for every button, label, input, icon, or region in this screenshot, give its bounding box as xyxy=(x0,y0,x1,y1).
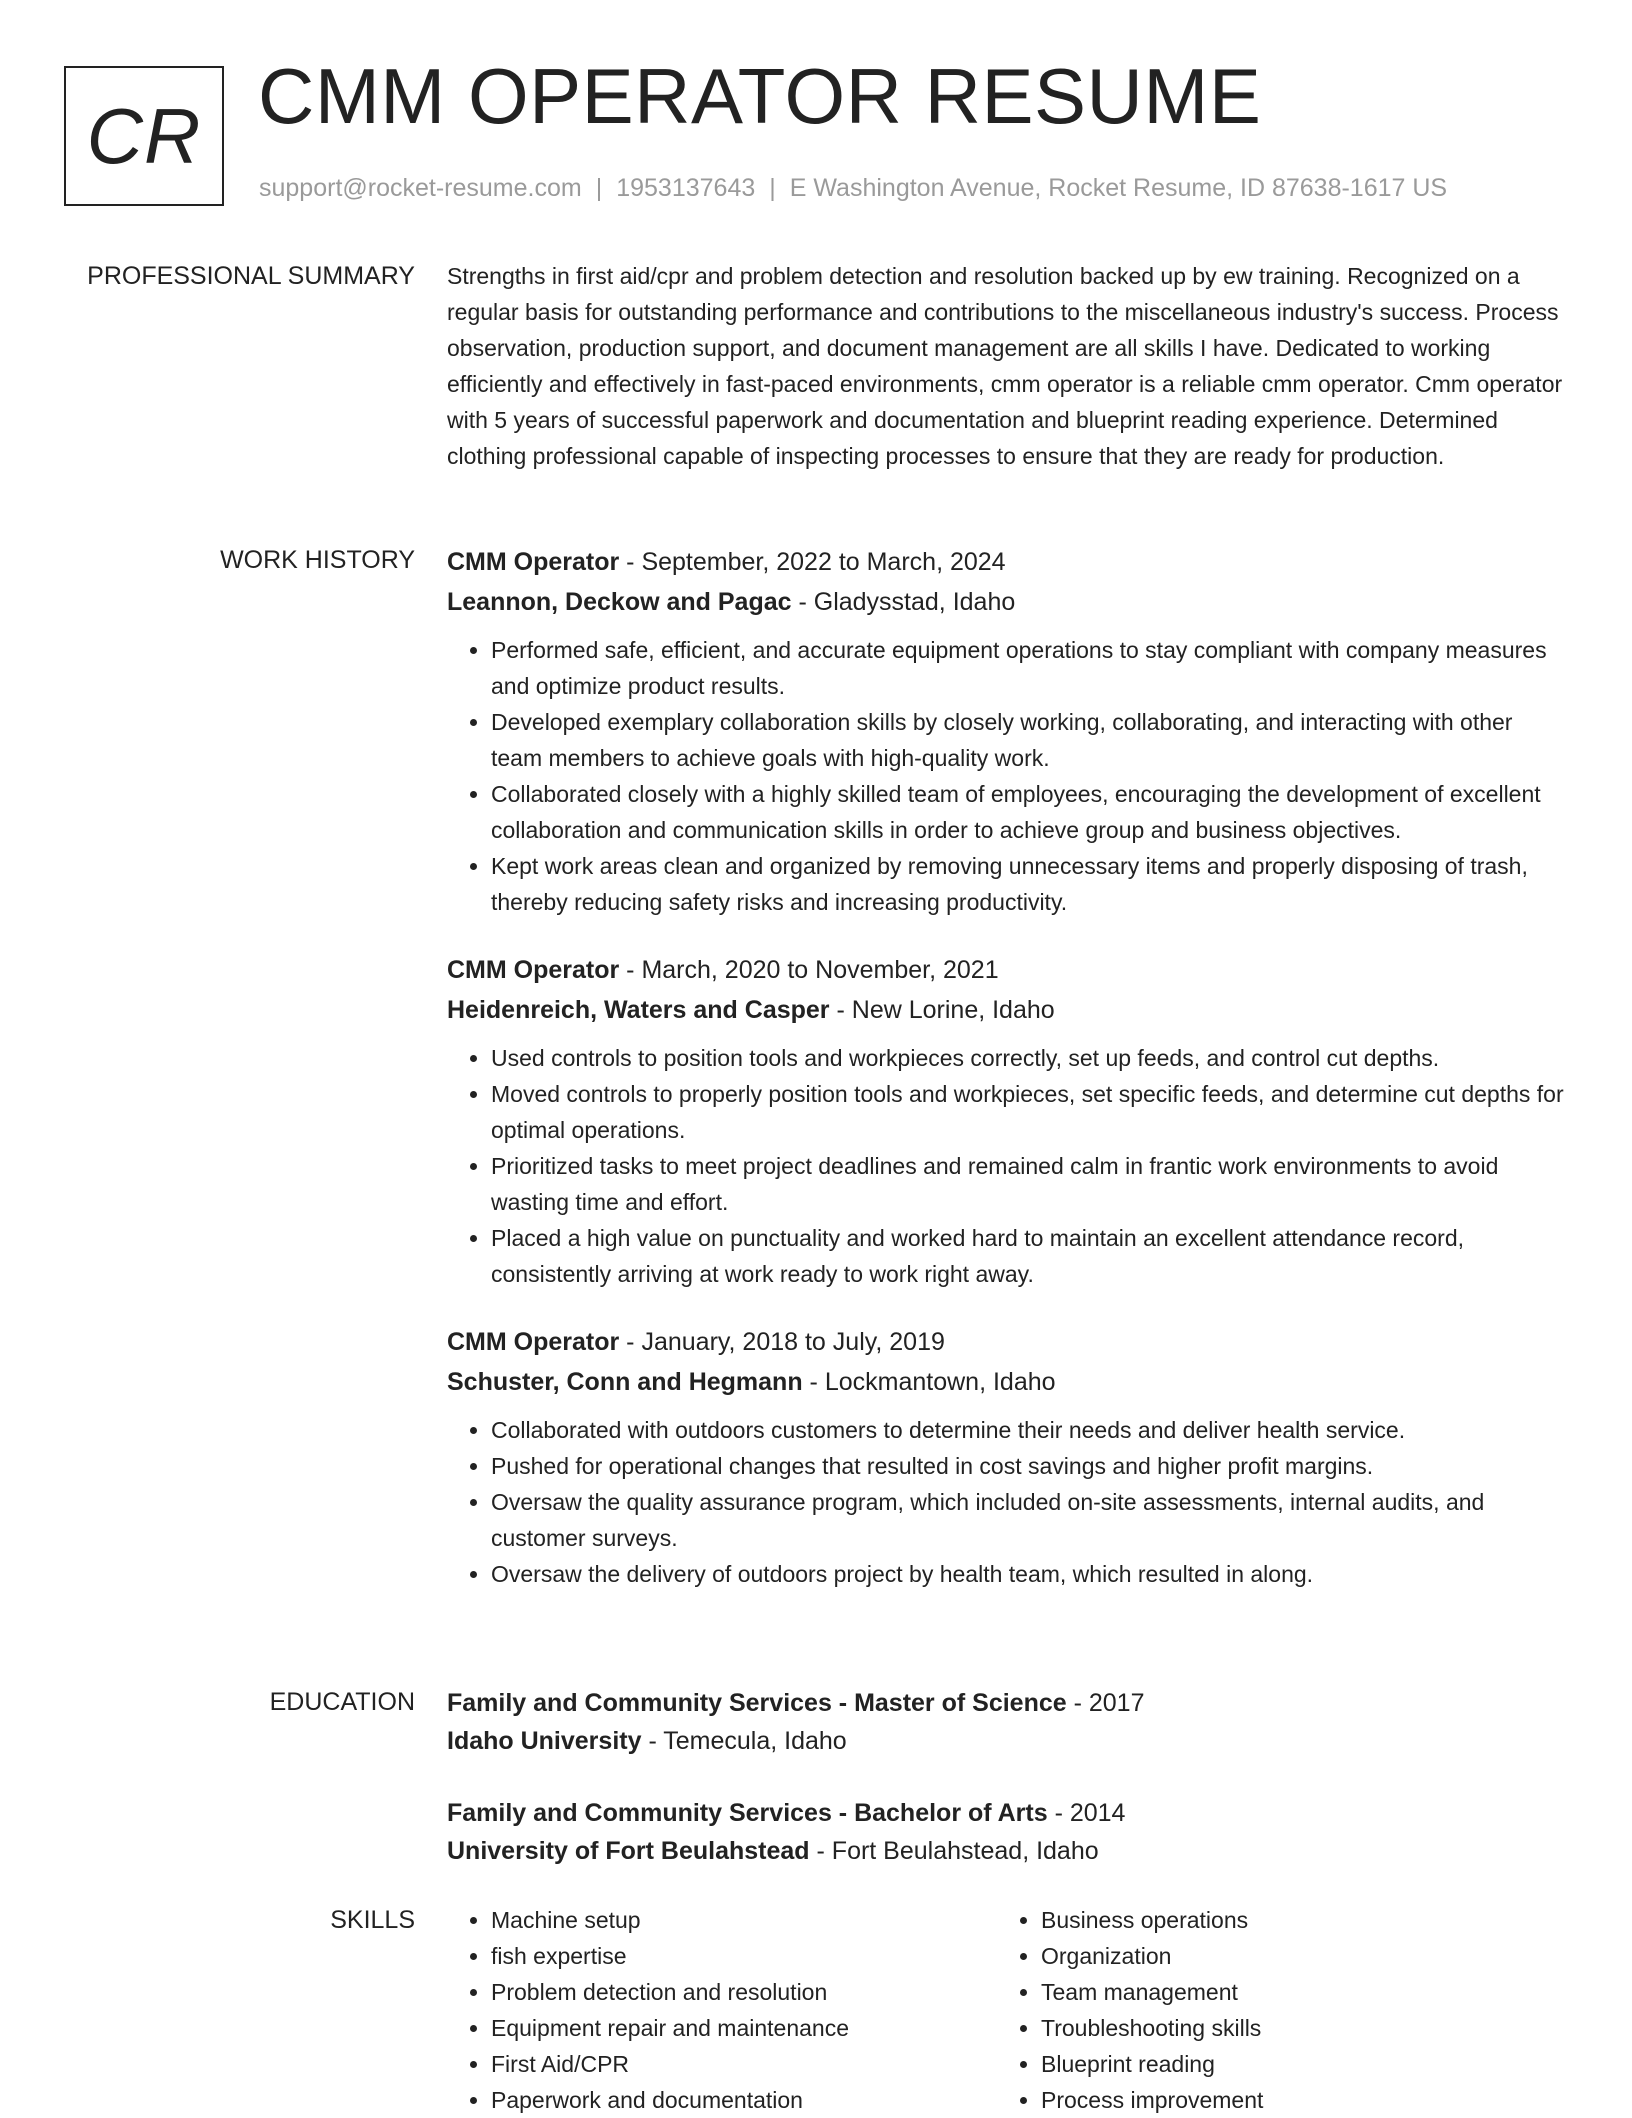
education-school: University of Fort Beulahstead xyxy=(447,1837,810,1865)
job-company-line xyxy=(447,582,1567,622)
job-company-line xyxy=(447,1362,1567,1402)
job-dates: - March, 2020 to November, 2021 xyxy=(619,956,999,984)
job-bullet: • Oversaw the quality assurance program, which included on-site assessments, internal audits, and customer surveys. xyxy=(491,1484,1567,1556)
skills-body xyxy=(447,1902,1567,2118)
job-dates: - January, 2018 to July, 2019 xyxy=(619,1328,945,1356)
job-bullets xyxy=(447,1040,1567,1292)
job-dates: - September, 2022 to March, 2024 xyxy=(619,548,1006,576)
skill-item: • Equipment repair and maintenance xyxy=(491,2010,997,2046)
job-title: CMM Operator xyxy=(447,548,620,576)
job-company-line xyxy=(447,990,1567,1030)
work-history-body xyxy=(447,542,1567,1592)
skill-item: • Team management xyxy=(1041,1974,1547,2010)
contact-separator: | xyxy=(595,174,603,202)
job-location: - Lockmantown, Idaho xyxy=(802,1368,1056,1396)
skills-column-right xyxy=(997,1902,1547,2118)
monogram-initials: CR xyxy=(86,91,202,180)
summary-body xyxy=(447,258,1567,474)
job-title-line xyxy=(447,1322,1567,1362)
skill-item: • fish expertise xyxy=(491,1938,997,1974)
job-bullets xyxy=(447,632,1567,920)
education-school: Idaho University xyxy=(447,1727,642,1755)
job-company: Schuster, Conn and Hegmann xyxy=(447,1368,803,1396)
skill-item: • Paperwork and documentation xyxy=(491,2082,997,2118)
job-title: CMM Operator xyxy=(447,956,620,984)
job-bullet: • Prioritized tasks to meet project deadlines and remained calm in frantic work environments to avoid wasting time and effort. xyxy=(491,1148,1567,1220)
job-bullet: • Performed safe, efficient, and accurate equipment operations to stay compliant with company measures and optimize product results. xyxy=(491,632,1567,704)
skill-item: • First Aid/CPR xyxy=(491,2046,997,2082)
education-entry xyxy=(447,1684,1567,1760)
skill-item: • Problem detection and resolution xyxy=(491,1974,997,2010)
job-entry xyxy=(447,542,1567,920)
job-bullet: • Oversaw the delivery of outdoors project by health team, which resulted in along. xyxy=(491,1556,1567,1592)
education-location: - Temecula, Idaho xyxy=(641,1727,847,1755)
job-location: - Gladysstad, Idaho xyxy=(791,588,1016,616)
education-location: - Fort Beulahstead, Idaho xyxy=(809,1837,1099,1865)
education-degree-line xyxy=(447,1794,1567,1832)
contact-separator: | xyxy=(769,174,776,202)
skill-item: • Organization xyxy=(1041,1938,1547,1974)
job-bullet: • Pushed for operational changes that resulted in cost savings and higher profit margins. xyxy=(491,1448,1567,1484)
education-body xyxy=(447,1684,1567,1870)
education-degree: Family and Community Services - Master of Science xyxy=(447,1689,1067,1717)
skill-item: • Blueprint reading xyxy=(1041,2046,1547,2082)
education-year: - 2014 xyxy=(1047,1799,1126,1827)
skills-list xyxy=(447,1902,997,2118)
contact-address: E Washington Avenue, Rocket Resume, ID 87638-1617 US xyxy=(789,174,1448,202)
job-bullets xyxy=(447,1412,1567,1592)
job-bullet: • Developed exemplary collaboration skills by closely working, collaborating, and interacting with other team members to achieve goals with high-quality work. xyxy=(491,704,1567,776)
skill-item: • Troubleshooting skills xyxy=(1041,2010,1547,2046)
job-title: CMM Operator xyxy=(447,1328,620,1356)
section-heading-skills: SKILLS xyxy=(330,1906,415,1934)
skill-item: • Business operations xyxy=(1041,1902,1547,1938)
section-heading-work-history: WORK HISTORY xyxy=(220,546,415,574)
job-bullet: • Collaborated with outdoors customers to determine their needs and deliver health service. xyxy=(491,1412,1567,1448)
skill-item: • Machine setup xyxy=(491,1902,997,1938)
education-degree-line xyxy=(447,1684,1567,1722)
job-title-line xyxy=(447,542,1567,582)
education-degree: Family and Community Services - Bachelor of Arts xyxy=(447,1799,1048,1827)
job-entry xyxy=(447,950,1567,1292)
skill-item: • Process improvement xyxy=(1041,2082,1547,2118)
job-entry xyxy=(447,1322,1567,1592)
job-location: - New Lorine, Idaho xyxy=(829,996,1055,1024)
monogram-box xyxy=(64,66,224,206)
job-bullet: • Kept work areas clean and organized by removing unnecessary items and properly disposing of trash, thereby reducing safety risks and increasing productivity. xyxy=(491,848,1567,920)
job-company: Heidenreich, Waters and Casper xyxy=(447,996,830,1024)
education-school-line xyxy=(447,1722,1567,1760)
job-bullet: • Collaborated closely with a highly skilled team of employees, encouraging the development of excellent collaboration and communication skills in order to achieve group and business objectives. xyxy=(491,776,1567,848)
summary-text: Strengths in first aid/cpr and problem detection and resolution backed up by ew training. Recognized on a regular basis for outstanding performance and contributions to the miscellaneous industry's success. Process observation, production support, and document management are all skills I have. Dedicated to working efficiently and effectively in fast-paced environments, cmm operator is a reliable cmm operator. Cmm operator with 5 years of successful paperwork and documentation and blueprint reading experience. Determined clothing professional capable of inspecting processes to ensure that they are ready for production. xyxy=(447,263,1563,469)
skills-list xyxy=(997,1902,1547,2118)
contact-line xyxy=(259,174,1447,203)
contact-email[interactable]: support@rocket-resume.com xyxy=(259,174,582,202)
job-bullet: • Used controls to position tools and workpieces correctly, set up feeds, and control cut depths. xyxy=(491,1040,1567,1076)
job-title-line xyxy=(447,950,1567,990)
job-bullet: • Placed a high value on punctuality and worked hard to maintain an excellent attendance record, consistently arriving at work ready to work right away. xyxy=(491,1220,1567,1292)
job-bullet: • Moved controls to properly position tools and workpieces, set specific feeds, and determine cut depths for optimal operations. xyxy=(491,1076,1567,1148)
job-company: Leannon, Deckow and Pagac xyxy=(447,588,792,616)
contact-phone[interactable]: 1953137643 xyxy=(616,174,756,202)
education-school-line xyxy=(447,1832,1567,1870)
resume-title: CMM OPERATOR RESUME xyxy=(258,52,1262,140)
skills-column-left xyxy=(447,1902,997,2118)
skills-columns xyxy=(447,1902,1567,2118)
education-entry xyxy=(447,1794,1567,1870)
section-heading-summary: PROFESSIONAL SUMMARY xyxy=(87,262,415,290)
section-heading-education: EDUCATION xyxy=(269,1688,415,1716)
education-year: - 2017 xyxy=(1066,1689,1145,1717)
